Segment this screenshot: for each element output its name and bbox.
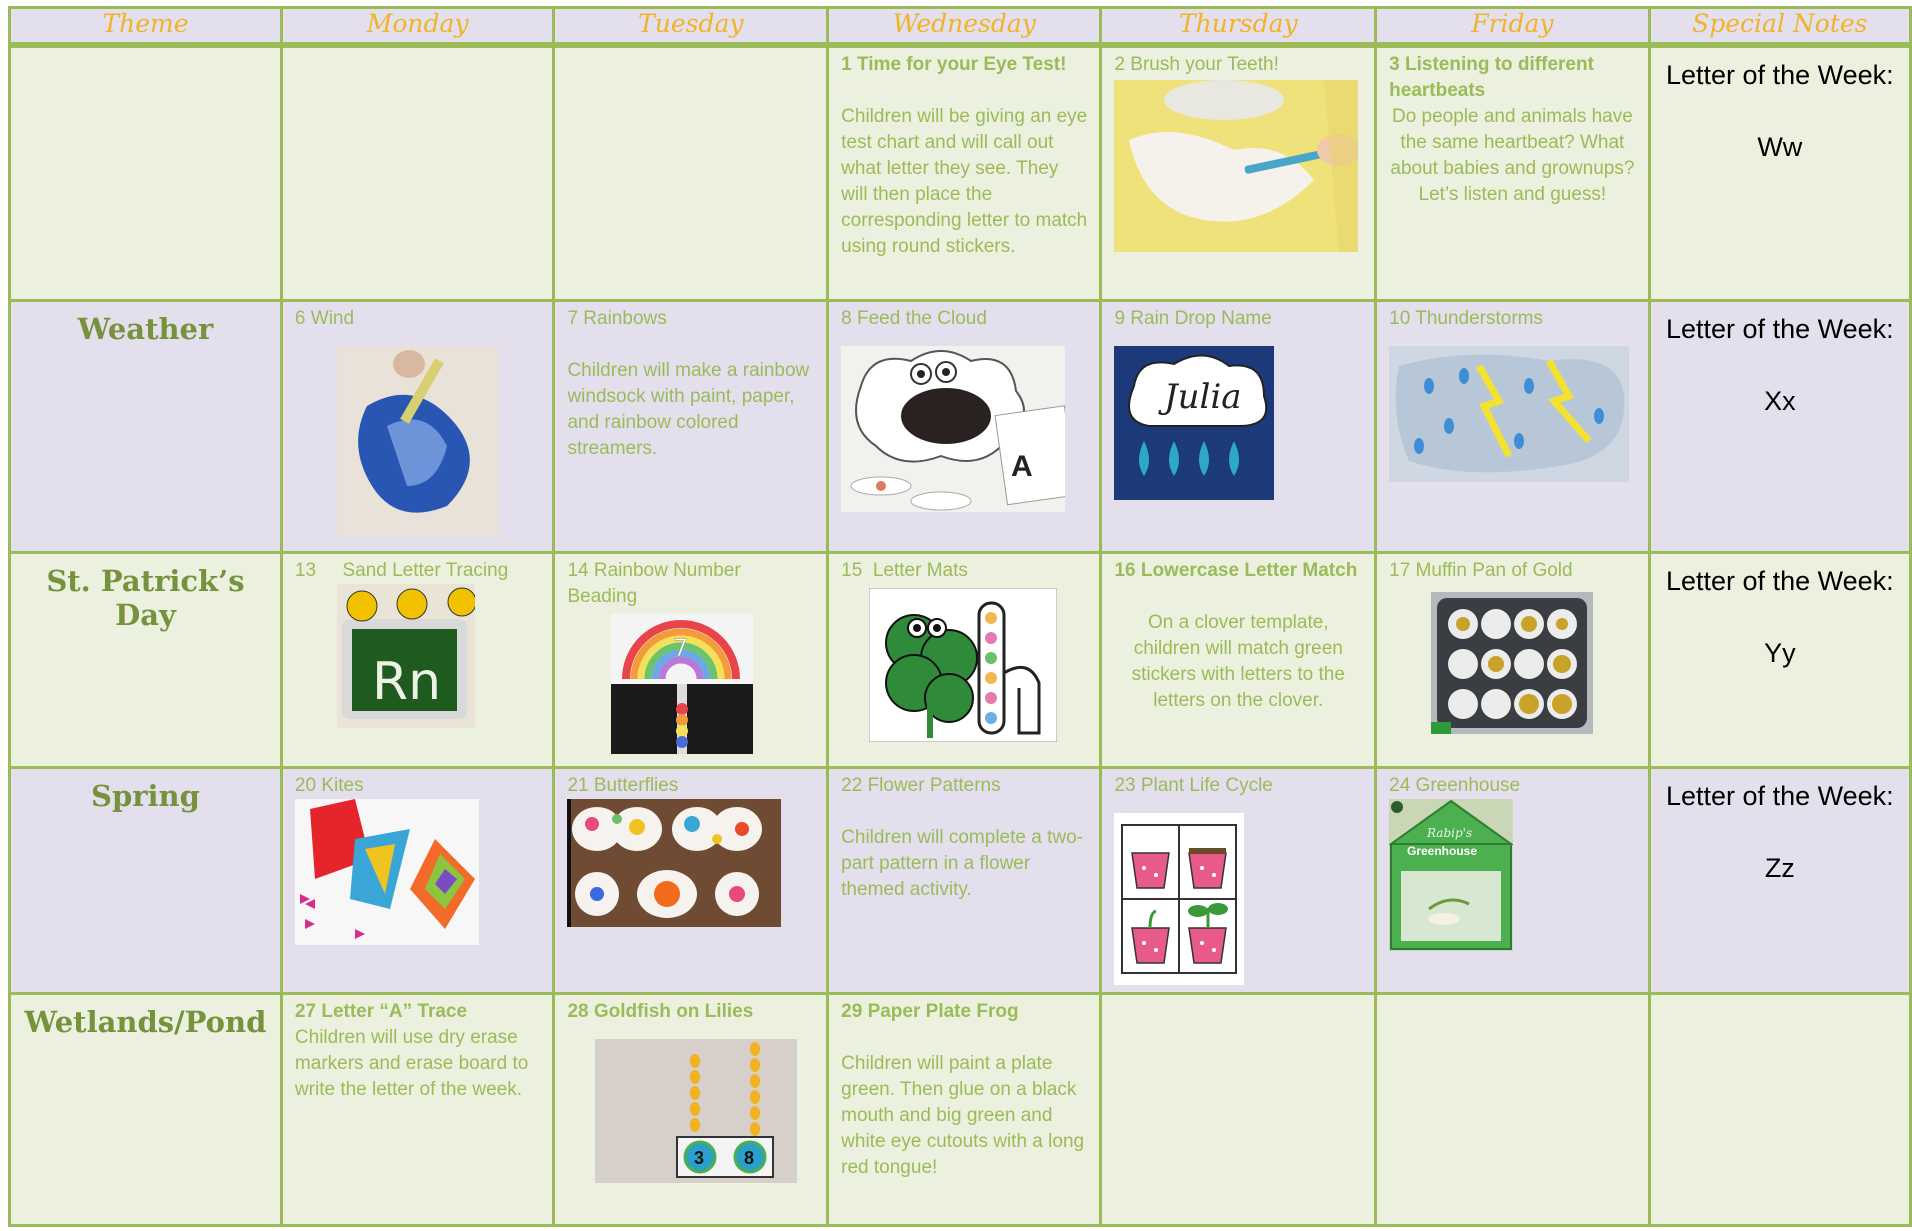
activity-title: 6 Wind xyxy=(294,307,355,329)
rain-drop-name-image xyxy=(1114,346,1274,500)
week-row-st-patricks xyxy=(10,552,1911,767)
day-cell-wed-8 xyxy=(828,300,1101,552)
activity-description: Children will use dry erase markers and erase board to write the letter of the week. xyxy=(294,1026,529,1100)
activity-description: Children will be giving an eye test chart and will call out what letter they see. They will then place the corresponding letter to match using round stickers. xyxy=(841,106,1088,257)
header-wednesday: Wednesday xyxy=(828,8,1101,46)
goldfish-lilies-image xyxy=(595,1039,797,1183)
week-row-weather xyxy=(10,300,1911,552)
julia-text: Julia xyxy=(1164,376,1242,417)
day-cell-wed-22 xyxy=(828,767,1101,993)
day-cell-thu-9 xyxy=(1101,300,1376,552)
activity-title: 20 Kites xyxy=(294,774,364,796)
day-cell-thu-16 xyxy=(1101,552,1376,767)
activity-title: 17 Muffin Pan of Gold xyxy=(1389,559,1573,581)
rn-text: Rn xyxy=(371,651,442,712)
special-note-cell xyxy=(1649,552,1910,767)
lily-number-8: 8 xyxy=(744,1147,755,1168)
butterflies-image xyxy=(567,799,781,927)
activity-title: 2 Brush your Teeth! xyxy=(1114,54,1279,75)
greenhouse-image xyxy=(1389,799,1513,951)
letter-of-week-label: Letter of the Week: xyxy=(1666,60,1894,90)
weekly-calendar-table xyxy=(8,6,1912,1227)
header-tuesday: Tuesday xyxy=(554,8,828,46)
activity-title: 14 Rainbow Number Beading xyxy=(567,559,741,607)
day-cell-mon-13 xyxy=(281,552,554,767)
letter-of-week-label: Letter of the Week: xyxy=(1666,313,1894,344)
day-cell-mon-20 xyxy=(281,767,554,993)
theme-cell xyxy=(10,45,282,300)
letter-of-week: Zz xyxy=(1764,852,1795,883)
activity-title: 10 Thunderstorms xyxy=(1389,307,1543,329)
activity-title: 1 Time for your Eye Test! xyxy=(841,54,1067,75)
activity-title: 27 Letter “A” Trace xyxy=(294,1000,468,1022)
activity-title: 23 Plant Life Cycle xyxy=(1114,774,1273,796)
letter-mat-image xyxy=(869,588,1057,742)
rainbow-beading-image xyxy=(611,614,753,754)
day-cell-fri-24 xyxy=(1376,767,1650,993)
day-cell-tue-21 xyxy=(554,767,828,993)
activity-description: Children will complete a two-part pattern in a flower themed activity. xyxy=(841,826,1083,900)
empty-day-cell xyxy=(1376,993,1650,1225)
letter-of-week-label: Letter of the Week: xyxy=(1666,780,1894,811)
activity-title: 3 Listening to different heartbeats xyxy=(1389,54,1594,101)
lily-number-3: 3 xyxy=(694,1147,705,1168)
greenhouse-name-text: Rabip's xyxy=(1427,825,1473,840)
sand-letter-tracing-image xyxy=(337,584,475,728)
theme-cell: Wetlands/Pond xyxy=(10,993,282,1225)
plant-life-cycle-image xyxy=(1114,813,1244,985)
activity-title: 8 Feed the Cloud xyxy=(841,307,987,329)
activity-title: 28 Goldfish on Lilies xyxy=(567,1000,754,1022)
header-monday: Monday xyxy=(281,8,554,46)
rainbow-number-text: 7 xyxy=(673,633,689,662)
special-note-cell xyxy=(1649,45,1910,300)
day-cell-wed-29 xyxy=(828,993,1101,1225)
day-cell-thu-2 xyxy=(1101,45,1376,300)
week-row-1 xyxy=(10,45,1911,300)
activity-title: 16 Lowercase Letter Match xyxy=(1114,559,1358,581)
day-cell-fri-10 xyxy=(1376,300,1650,552)
header-thursday: Thursday xyxy=(1101,8,1376,46)
day-cell-wed-15 xyxy=(828,552,1101,767)
day-cell-tue-7 xyxy=(554,300,828,552)
toothbrush-painting-image xyxy=(1114,80,1358,252)
activity-title: 13 Sand Letter Tracing xyxy=(294,559,509,581)
activity-description: Children will paint a plate green. Then glue on a black mouth and big green and white eye cutouts with a long red tongue! xyxy=(841,1052,1085,1178)
thunderstorm-painting-image xyxy=(1389,346,1629,482)
empty-day-cell xyxy=(1101,993,1376,1225)
theme-cell: Spring xyxy=(10,767,282,993)
day-cell-wed-1 xyxy=(828,45,1101,300)
activity-title: 21 Butterflies xyxy=(567,774,679,796)
day-cell-fri-17 xyxy=(1376,552,1650,767)
week-row-wetlands-pond xyxy=(10,993,1911,1225)
letter-a-text: A xyxy=(1011,449,1033,483)
header-theme: Theme xyxy=(10,8,282,46)
letter-of-week: Ww xyxy=(1757,132,1803,162)
header-special-notes: Special Notes xyxy=(1649,8,1910,46)
activity-description: On a clover template, children will match green stickers with letters to the letters on the clover. xyxy=(1131,611,1345,711)
wind-painting-image xyxy=(337,346,499,536)
empty-note-cell xyxy=(1649,993,1910,1225)
day-cell-mon-6 xyxy=(281,300,554,552)
special-note-cell xyxy=(1649,300,1910,552)
activity-title: 29 Paper Plate Frog xyxy=(841,1000,1019,1022)
muffin-pan-gold-image xyxy=(1431,592,1593,734)
letter-of-week: Xx xyxy=(1764,385,1796,416)
activity-title: 9 Rain Drop Name xyxy=(1114,307,1272,329)
day-cell-fri-3 xyxy=(1376,45,1650,300)
day-cell-tue-28 xyxy=(554,993,828,1225)
activity-title: 22 Flower Patterns xyxy=(841,774,1001,796)
special-note-cell xyxy=(1649,767,1910,993)
day-cell-tue-14 xyxy=(554,552,828,767)
activity-description: Do people and animals have the same heartbeat? What about babies and grownups? Let’s listen and guess! xyxy=(1390,106,1635,205)
header-friday: Friday xyxy=(1376,8,1650,46)
activity-title: 24 Greenhouse xyxy=(1389,774,1521,796)
theme-cell: Weather xyxy=(10,300,282,552)
letter-of-week-label: Letter of the Week: xyxy=(1666,565,1894,596)
week-row-spring xyxy=(10,767,1911,993)
activity-title: 15 Letter Mats xyxy=(841,559,968,581)
kites-image xyxy=(295,799,479,945)
letter-of-week: Yy xyxy=(1764,637,1796,668)
day-cell-thu-23 xyxy=(1101,767,1376,993)
activity-title: 7 Rainbows xyxy=(567,307,667,329)
activity-description: Children will make a rainbow windsock with paint, paper, and rainbow colored streamers. xyxy=(567,359,810,459)
feed-the-cloud-image xyxy=(841,346,1065,512)
empty-day-cell xyxy=(554,45,828,300)
greenhouse-label-text: Greenhouse xyxy=(1407,843,1478,858)
day-cell-mon-27 xyxy=(281,993,554,1225)
empty-day-cell xyxy=(281,45,554,300)
theme-cell: St. Patrick’s Day xyxy=(10,552,282,767)
header-row xyxy=(10,8,1911,46)
